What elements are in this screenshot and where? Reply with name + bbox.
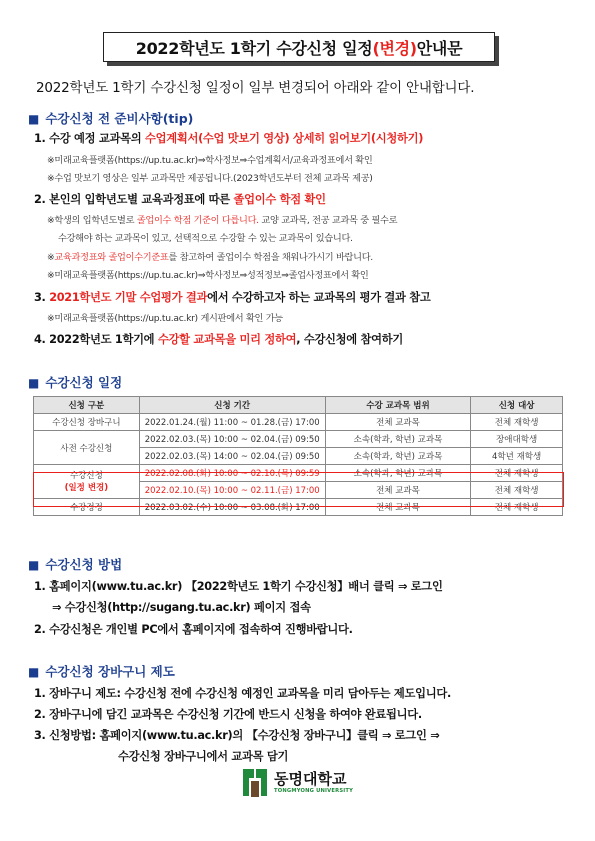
cell-target: 전체 재학생 <box>471 414 563 431</box>
section-heading-schedule <box>28 373 122 391</box>
prep-item-3-text: 3. <box>34 291 50 304</box>
section-heading-prep <box>28 109 193 127</box>
cell-type: 수강신청 장바구니 <box>34 414 140 431</box>
method-line-1: 1. 홈페이지(www.tu.ac.kr) 【2022학년도 1학기 수강신청】배너 클릭 ⇒ 로그인 <box>34 580 443 593</box>
cell-target: 전체 재학생 <box>471 465 563 482</box>
cell-period: 2022.01.24.(월) 11:00 ~ 01.28.(금) 17:00 <box>139 414 325 431</box>
cell-scope: 소속(학과, 학년) 교과목 <box>325 448 471 465</box>
note-text: ※ <box>47 252 55 263</box>
cell-scope: 전체 교과목 <box>325 482 471 499</box>
page-title <box>103 32 495 62</box>
cell-target: 전체 재학생 <box>471 482 563 499</box>
section-title: 수강신청 전 준비사항(tip) <box>45 111 194 126</box>
prep-note <box>47 212 397 226</box>
prep-item-4-text: , 수강신청에 참여하기 <box>296 333 403 346</box>
logo-korean-name: 동명대학교 <box>274 770 347 788</box>
cart-line-3: 3. 신청방법: 홈페이지(www.tu.ac.kr)의 【수강신청 장바구니】클릭 ⇒ 로그인 ⇒ <box>34 729 440 742</box>
method-line-2: ⇒ 수강신청(http://sugang.tu.ac.kr) 페이지 접속 <box>52 601 311 614</box>
section-heading-cart <box>28 662 175 680</box>
cell-type: 수강정정 <box>34 499 140 516</box>
prep-item-1-text: 1. 수강 예정 교과목의 <box>34 132 145 145</box>
cell-type-label: 수강신청 <box>69 470 103 481</box>
cell-target: 4학년 재학생 <box>471 448 563 465</box>
cell-period: 2022.02.03.(목) 14:00 ~ 02.04.(금) 09:50 <box>139 448 325 465</box>
column-header: 신청 구분 <box>34 397 140 414</box>
note-text: ※학생의 입학년도별로 <box>47 215 137 226</box>
prep-note: ※미래교육플랫폼(https://up.tu.ac.kr)⇒학사정보⇒수업계획서/교육과정표에서 확인 <box>47 155 373 166</box>
column-header: 신청 대상 <box>471 397 563 414</box>
title-main: 2022학년도 1학기 수강신청 일정 <box>135 38 373 58</box>
table-row <box>34 499 563 516</box>
prep-item-2 <box>34 191 326 207</box>
section-title: 수강신청 방법 <box>45 557 123 572</box>
cell-scope: 전체 교과목 <box>325 499 471 516</box>
cell-type <box>34 465 140 499</box>
column-header: 신청 기간 <box>139 397 325 414</box>
cell-target: 장애대학생 <box>471 431 563 448</box>
note-text: 교양 교과목, 전공 교과목 중 필수로 <box>258 215 398 226</box>
section-title: 수강신청 장바구니 제도 <box>45 664 175 679</box>
table-row <box>34 431 563 448</box>
table-row <box>34 414 563 431</box>
prep-note <box>47 249 373 263</box>
prep-item-4-text: 4. 2022학년도 1학기에 <box>34 333 158 346</box>
cell-scope: 소속(학과, 학년) 교과목 <box>325 431 471 448</box>
logo-emblem-icon <box>240 766 270 800</box>
prep-note: 수강해야 하는 교과목이 있고, 선택적으로 수강할 수 있는 교과목이 있습니다. <box>58 233 353 244</box>
university-logo <box>240 766 365 802</box>
column-header: 수강 교과목 범위 <box>325 397 471 414</box>
cell-target: 전체 재학생 <box>471 499 563 516</box>
cart-line-2: 2. 장바구니에 담긴 교과목은 수강신청 기간에 반드시 신청을 하여야 완료됩니다. <box>34 708 422 721</box>
logo-english-name: TONGMYONG UNIVERSITY <box>274 788 354 794</box>
prep-item-2-highlight: 졸업이수 학점 확인 <box>233 193 326 206</box>
cell-type-note: (일정 변경) <box>64 482 109 493</box>
note-text: 를 참고하여 졸업이수 학점을 채워나가시기 바랍니다. <box>168 252 373 263</box>
prep-item-3 <box>34 289 431 305</box>
prep-item-1 <box>34 130 423 146</box>
cell-period: 2022.03.02.(수) 10:00 ~ 03.08.(화) 17:00 <box>139 499 325 516</box>
section-marker-icon: ■ <box>28 558 40 572</box>
table-row <box>34 465 563 482</box>
cell-type: 사전 수강신청 <box>34 431 140 465</box>
prep-note: ※미래교육플랫폼(https://up.tu.ac.kr)⇒학사정보⇒성적정보⇒졸업사정표에서 확인 <box>47 270 369 281</box>
intro-text: 2022학년도 1학기 수강신청 일정이 일부 변경되어 아래와 같이 안내합니다. <box>36 80 475 96</box>
cell-period: 2022.02.10.(목) 10:00 ~ 02.11.(금) 17:00 <box>139 482 325 499</box>
prep-item-3-text: 에서 수강하고자 하는 교과목의 평가 결과 참고 <box>207 291 431 304</box>
cell-scope: 전체 교과목 <box>325 414 471 431</box>
note-highlight: 졸업이수 학점 기준이 다릅니다. <box>136 215 259 226</box>
prep-note: ※미래교육플랫폼(https://up.tu.ac.kr) 게시판에서 확인 가능 <box>47 313 283 324</box>
section-marker-icon: ■ <box>28 112 40 126</box>
cell-period: 2022.02.03.(목) 10:00 ~ 02.04.(금) 09:50 <box>139 431 325 448</box>
cart-line-4: 수강신청 장바구니에서 교과목 담기 <box>118 750 289 763</box>
schedule-table <box>33 396 563 516</box>
section-title: 수강신청 일정 <box>45 375 123 390</box>
prep-item-3-highlight: 2021학년도 기말 수업평가 결과 <box>49 291 208 304</box>
note-highlight: 교육과정표와 졸업이수기준표 <box>54 252 169 263</box>
title-tail: 안내문 <box>416 38 463 58</box>
section-marker-icon: ■ <box>28 376 40 390</box>
table-header-row <box>34 397 563 414</box>
cell-scope: 소속(학과, 학년) 교과목 <box>325 465 471 482</box>
title-changed: (변경) <box>372 38 417 58</box>
cart-line-1: 1. 장바구니 제도: 수강신청 전에 수강신청 예정인 교과목을 미리 담아두는 제도입니다. <box>34 687 451 700</box>
section-heading-method <box>28 555 122 573</box>
prep-item-2-text: 2. 본인의 입학년도별 교육과정표에 따른 <box>34 193 234 206</box>
prep-item-1-highlight: 수업계획서(수업 맛보기 영상) 상세히 읽어보기(시청하기) <box>145 132 424 145</box>
prep-note: ※수업 맛보기 영상은 일부 교과목만 제공됩니다.(2023학년도부터 전체 교과목 제공) <box>47 173 373 184</box>
section-marker-icon: ■ <box>28 665 40 679</box>
cell-period: 2022.02.08.(화) 10:00 ~ 02.10.(목) 09:59 <box>139 465 325 482</box>
prep-item-4-highlight: 수강할 교과목을 미리 정하여 <box>157 333 297 346</box>
method-line-3: 2. 수강신청은 개인별 PC에서 홈페이지에 접속하여 진행바랍니다. <box>34 623 353 636</box>
prep-item-4 <box>34 331 403 347</box>
